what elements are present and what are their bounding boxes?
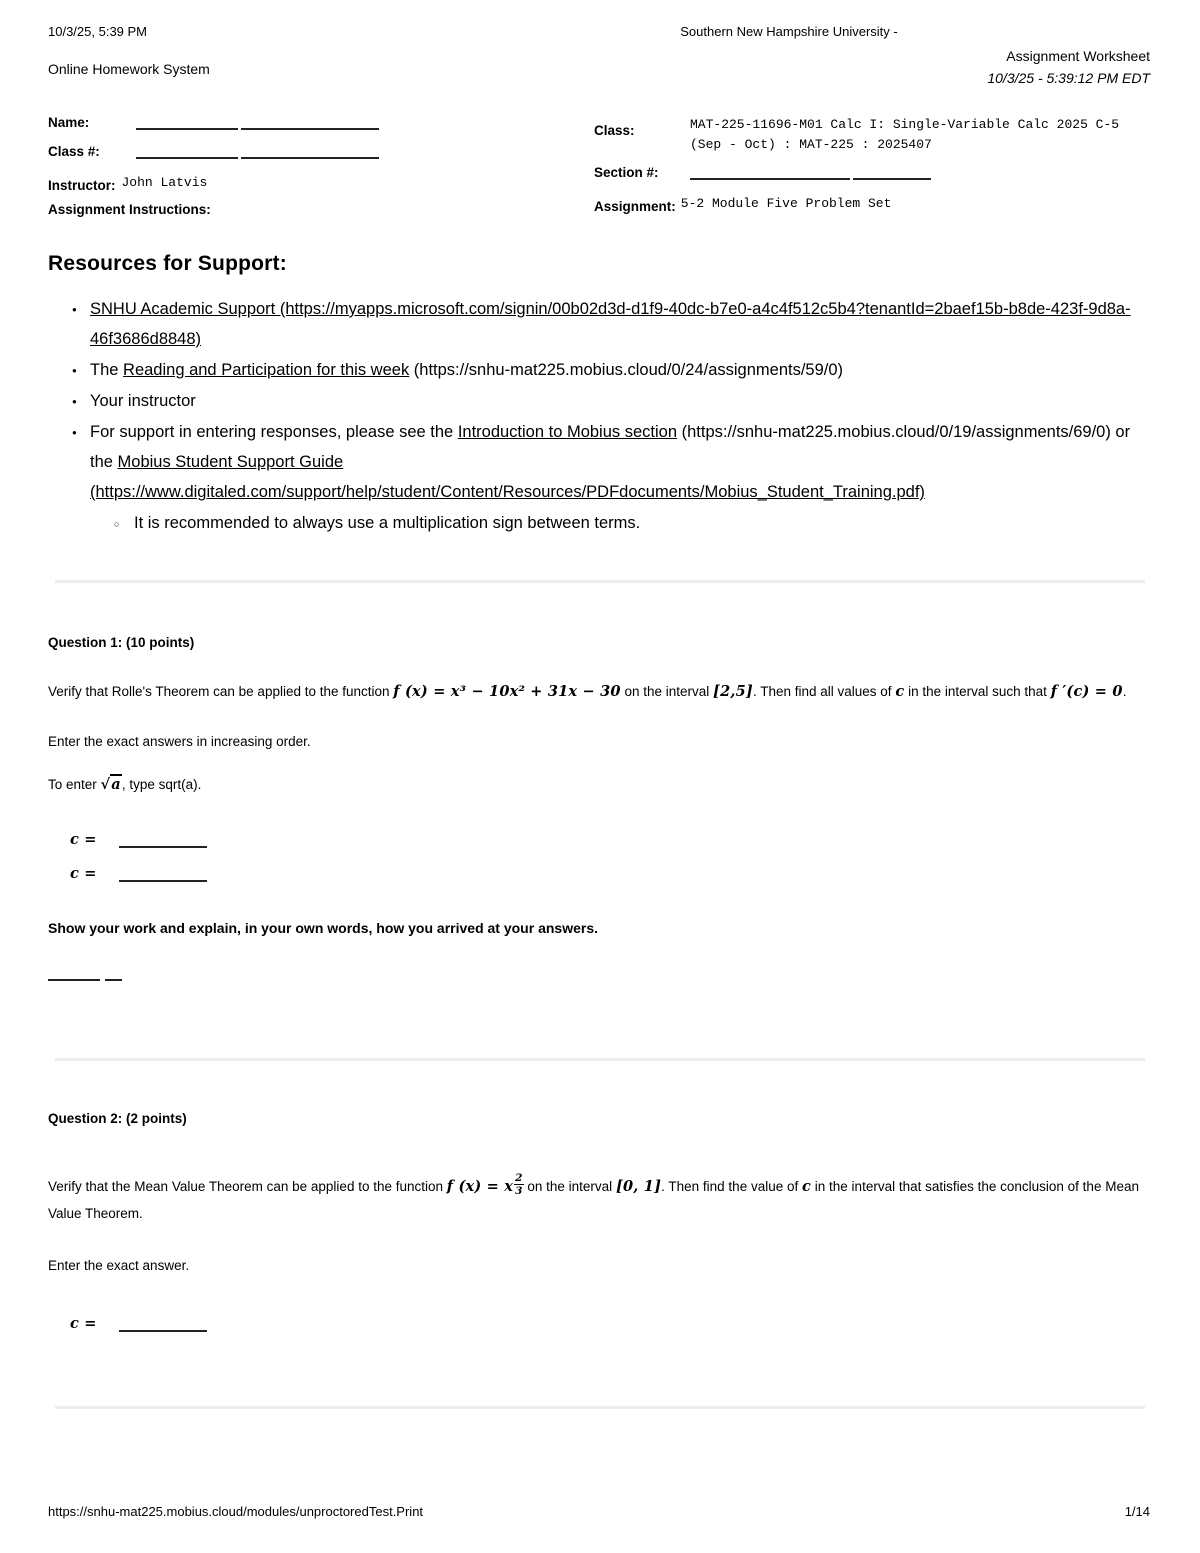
link-text[interactable]: Reading and Participation for this week xyxy=(123,361,410,379)
class-value: MAT-225-11696-M01 Calc I: Single-Variable Calc 2025 C-5 (Sep - Oct) : MAT-225 : 2025407 xyxy=(690,117,1120,152)
assignment-instructions-row xyxy=(48,202,594,217)
class-label: Class: xyxy=(594,123,635,138)
name-row xyxy=(48,115,594,130)
instructor-label: Instructor: xyxy=(48,178,116,193)
section-divider xyxy=(55,1406,1145,1409)
question-1-heading: Question 1: (10 points) xyxy=(48,635,195,650)
assignment-value: 5-2 Module Five Problem Set xyxy=(680,196,892,211)
worksheet-label: Assignment Worksheet xyxy=(1006,48,1150,64)
answer-row-c2 xyxy=(70,865,1150,882)
class-number-blank xyxy=(136,147,238,159)
text-segment: on the interval xyxy=(523,1179,616,1194)
class-number-label: Class #: xyxy=(48,144,100,159)
name-blank xyxy=(241,118,379,130)
resource-sub-item xyxy=(48,508,1150,538)
answer-row-c1 xyxy=(70,831,1150,848)
resources-section xyxy=(48,252,1150,538)
text-segment: . Then find the value of xyxy=(661,1179,802,1194)
class-number-row xyxy=(48,144,594,159)
assignment-row xyxy=(594,194,1150,214)
answer-blank xyxy=(119,836,207,848)
form-right-column xyxy=(594,115,1150,226)
answer-row-c xyxy=(70,1315,1150,1332)
text-segment: The xyxy=(90,361,124,379)
name-label: Name: xyxy=(48,115,90,130)
math-expression: f (x) = x³ − 10x² + 31x − 30 xyxy=(393,683,621,700)
section-blank xyxy=(853,168,931,180)
class-number-blank xyxy=(241,147,379,159)
section-divider xyxy=(55,1058,1145,1061)
question-1-instructions: Enter the exact answers in increasing order. xyxy=(48,734,311,749)
resources-heading: Resources for Support: xyxy=(48,252,287,275)
question-2-instructions: Enter the exact answer. xyxy=(48,1258,190,1273)
answer-blank xyxy=(119,870,207,882)
math-expression: [2,5] xyxy=(713,683,753,700)
section-label: Section #: xyxy=(594,165,659,180)
work-answer-line xyxy=(48,968,1150,986)
section-divider xyxy=(55,580,1145,583)
class-row xyxy=(594,115,1150,155)
section-row xyxy=(594,165,1150,180)
worksheet-meta xyxy=(987,45,1150,89)
resource-item xyxy=(48,417,1150,507)
section-blank xyxy=(690,168,850,180)
assignment-instructions-label: Assignment Instructions: xyxy=(48,202,211,217)
question-2 xyxy=(48,1111,1150,1332)
answer-label: c = xyxy=(70,865,97,882)
form-left-column xyxy=(48,115,594,226)
work-blank xyxy=(48,971,100,981)
text-segment: (https://snhu-mat225.mobius.cloud/0/19/assignments/69/0) or the xyxy=(90,423,1131,471)
text-segment: . Then find all values of xyxy=(752,684,896,699)
worksheet-form xyxy=(48,115,1150,226)
footer-url: https://snhu-mat225.mobius.cloud/modules/unproctoredTest.Print xyxy=(48,1504,424,1519)
question-1-sqrt-note xyxy=(48,776,1150,793)
math-expression: f (x) = x $\frac{2}{3}$ xyxy=(446,1172,523,1198)
math-expression: [0, 1] xyxy=(615,1178,662,1195)
text-segment: Verify that Rolle's Theorem can be applied to the function xyxy=(48,684,394,699)
print-datetime: 10/3/25, 5:39 PM xyxy=(48,24,148,39)
math-expression: c xyxy=(895,683,905,700)
text-segment: (https://snhu-mat225.mobius.cloud/0/24/assignments/59/0) xyxy=(409,361,844,379)
link-text[interactable]: Mobius Student Support Guide (https://www.digitaled.com/support/help/student/Content/Resources/PDFdocuments/Mobius_Student_Training.pdf) xyxy=(90,453,925,501)
text-segment: in the interval that satisfies the conclusion of the Mean Value Theorem. xyxy=(48,1179,1139,1221)
system-name: Online Homework System xyxy=(48,61,210,77)
text-segment: To enter xyxy=(48,777,101,792)
worksheet-timestamp: 10/3/25 - 5:39:12 PM EDT xyxy=(987,70,1150,86)
name-blank xyxy=(136,118,238,130)
text-segment: on the interval xyxy=(620,684,714,699)
resource-item xyxy=(48,294,1150,354)
text-segment: in the interval such that xyxy=(904,684,1051,699)
text-segment: . xyxy=(1122,684,1127,699)
link-text[interactable]: Introduction to Mobius section xyxy=(457,423,678,441)
link-text[interactable]: SNHU Academic Support (https://myapps.microsoft.com/signin/00b02d3d-d1f9-40dc-b7e0-a4c4f512c5b4?tenantId=2baef15b-b8de-423f-9d8a-46f3686d8848) xyxy=(90,300,1131,348)
work-blank xyxy=(105,971,122,981)
text-segment: Your instructor xyxy=(90,392,196,410)
page-number: 1/14 xyxy=(1124,1504,1150,1519)
text-segment: For support in entering responses, please see the xyxy=(90,423,458,441)
text-segment: Verify that the Mean Value Theorem can be applied to the function xyxy=(48,1179,447,1194)
print-footer xyxy=(48,1504,1150,1519)
text-segment: It is recommended to always use a multiplication sign between terms. xyxy=(134,514,641,532)
sqrt-expression: √a xyxy=(100,776,121,793)
assignment-label: Assignment: xyxy=(594,199,676,214)
resources-list xyxy=(48,294,1150,538)
site-title: Southern New Hampshire University - xyxy=(680,24,898,39)
text-segment: , type sqrt(a). xyxy=(121,777,202,792)
question-2-body xyxy=(48,1172,1150,1227)
question-1 xyxy=(48,635,1150,986)
show-work-prompt: Show your work and explain, in your own words, how you arrived at your answers. xyxy=(48,920,598,936)
resource-item xyxy=(48,386,1150,416)
question-2-heading: Question 2: (2 points) xyxy=(48,1111,187,1126)
answer-blank xyxy=(119,1320,207,1332)
math-expression: c xyxy=(802,1178,812,1195)
instructor-row xyxy=(48,173,594,193)
question-1-body xyxy=(48,678,1150,705)
print-header xyxy=(48,24,1150,39)
math-expression: f ′(c) = 0 xyxy=(1050,683,1123,700)
answer-label: c = xyxy=(70,1315,97,1332)
instructor-value: John Latvis xyxy=(121,175,208,190)
subheader xyxy=(48,45,1150,89)
resource-item xyxy=(48,355,1150,385)
answer-label: c = xyxy=(70,831,97,848)
